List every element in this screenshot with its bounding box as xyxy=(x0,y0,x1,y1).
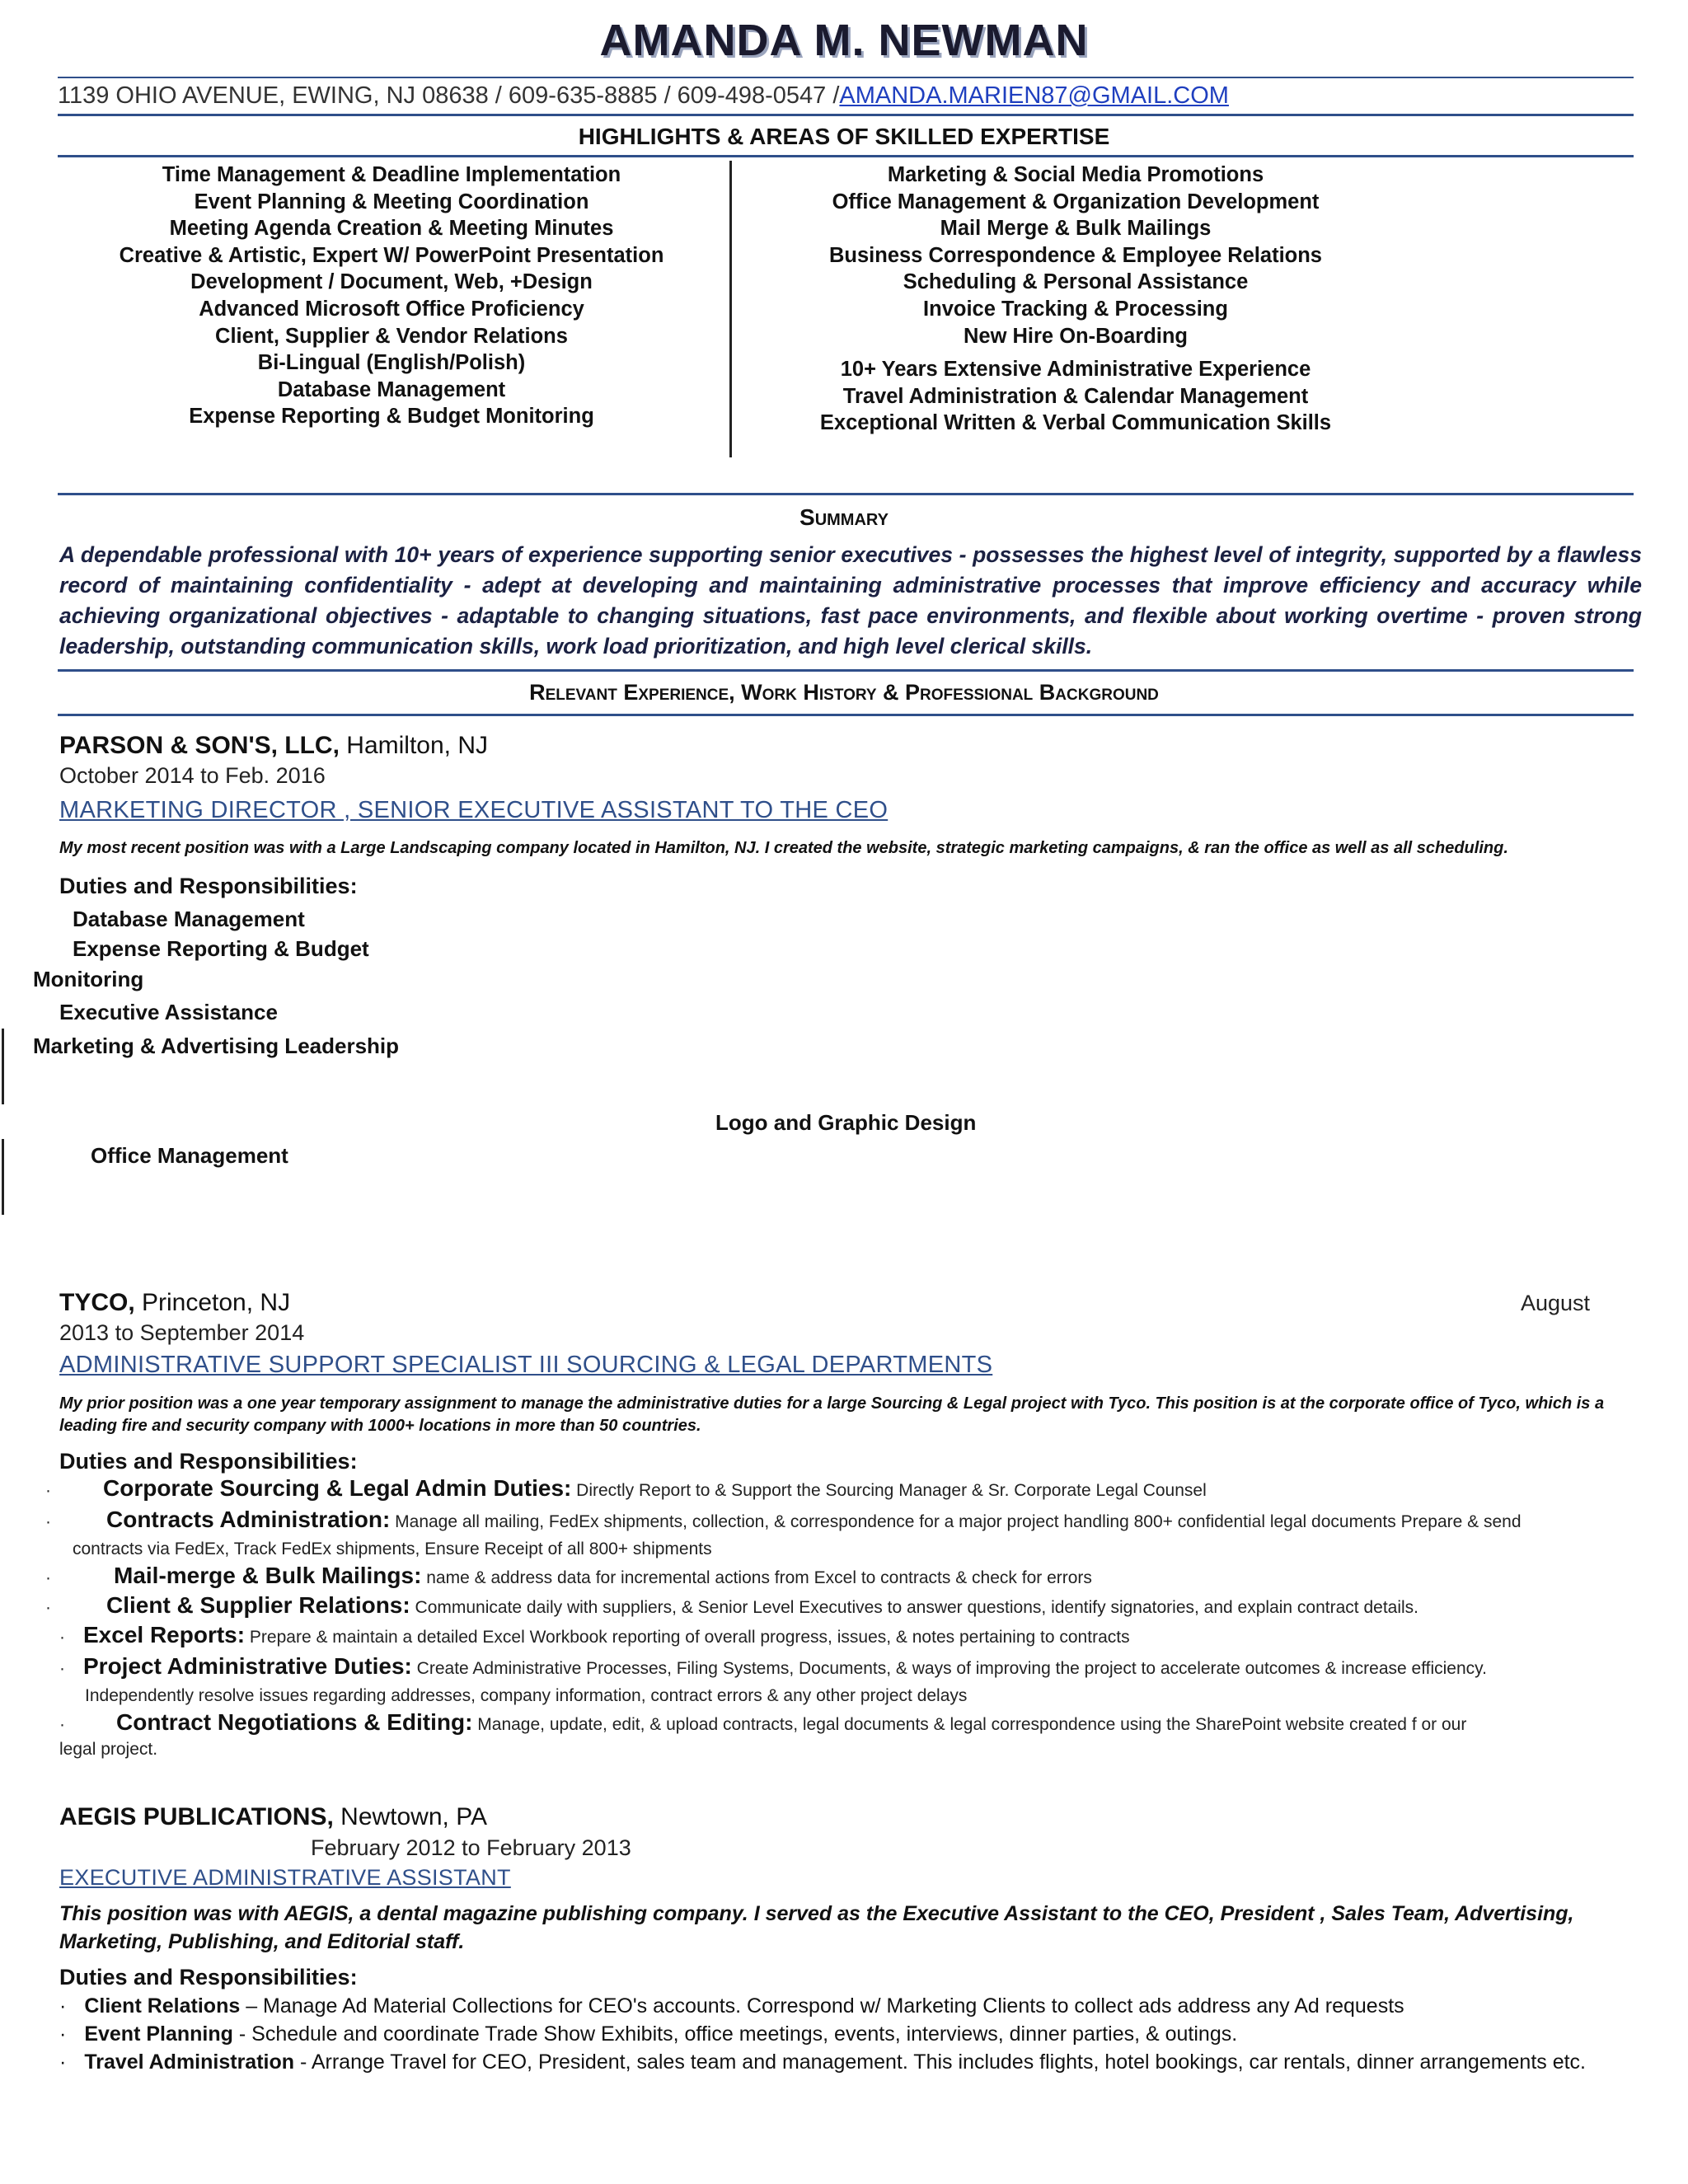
bullet-label: Client & Supplier Relations: xyxy=(106,1592,410,1618)
bullet-label: Excel Reports: xyxy=(83,1622,246,1647)
bullet-text: Prepare & maintain a detailed Excel Workbook reporting of overall progress, issues, & notes pertaining to contracts xyxy=(245,1628,1130,1647)
bullet-text: Directly Report to & Support the Sourcing Manager & Sr. Corporate Legal Counsel xyxy=(571,1481,1207,1500)
bullet-label: Project Administrative Duties: xyxy=(83,1653,412,1679)
job2-company-line xyxy=(59,1289,290,1317)
bullet-text: - Arrange Travel for CEO, President, sales team and management. This includes flights, hotel bookings, car rentals, dinner arrangements etc. xyxy=(294,2050,1587,2074)
bullet-label: Travel Administration xyxy=(84,2050,295,2074)
bullet-label: Contract Negotiations & Editing: xyxy=(116,1709,473,1735)
job2-dates: 2013 to September 2014 xyxy=(59,1320,305,1345)
header-divider xyxy=(58,77,1634,78)
bullet-marker: · xyxy=(59,1994,67,2018)
job2-dates-month: August xyxy=(1521,1291,1591,1315)
skill-item: Event Planning & Meeting Coordination xyxy=(194,190,589,213)
text-cursor-bar xyxy=(2,1139,4,1215)
job1-company-line xyxy=(59,732,488,760)
skill-item: Development / Document, Web, +Design xyxy=(190,270,593,294)
job2-bullet-continuation: Independently resolve issues regarding addresses, company information, contract errors & any other project delays xyxy=(85,1686,968,1705)
skill-item: Bi-Lingual (English/Polish) xyxy=(257,351,526,375)
job2-bullet xyxy=(45,1594,1418,1619)
bullet-marker: · xyxy=(59,1659,65,1678)
job2-title: ADMINISTRATIVE SUPPORT SPECIALIST III SOURCING & LEGAL DEPARTMENTS xyxy=(59,1352,993,1378)
contact-info: 1139 OHIO AVENUE, EWING, NJ 08638 / 609-635-8885 / 609-498-0547 / xyxy=(58,82,840,109)
job3-company-line xyxy=(59,1803,487,1831)
job1-duty: Monitoring xyxy=(33,967,144,991)
skill-item: Meeting Agenda Creation & Meeting Minutes xyxy=(169,217,614,241)
experience-divider-bottom xyxy=(58,714,1634,716)
job2-bullet xyxy=(59,1624,1130,1649)
skill-item: Client, Supplier & Vendor Relations xyxy=(215,324,568,348)
job2-bullet xyxy=(45,1564,1092,1590)
bullet-label: Corporate Sourcing & Legal Admin Duties: xyxy=(103,1475,572,1501)
contact-divider xyxy=(58,114,1634,116)
bullet-marker: · xyxy=(59,2050,67,2074)
job1-location: Hamilton, NJ xyxy=(339,732,488,759)
skill-item: Advanced Microsoft Office Proficiency xyxy=(199,297,584,321)
bullet-marker: · xyxy=(59,1628,65,1647)
skill-item: New Hire On-Boarding xyxy=(963,324,1189,348)
job1-title: MARKETING DIRECTOR , SENIOR EXECUTIVE ASSISTANT TO THE CEO xyxy=(59,797,889,823)
job2-description: My prior position was a one year temporary assignment to manage the administrative duties for a large Sourcing & Legal project with Tyco. This position is at the corporate office of Tyco, which is a leading fire and security company with 1000+ locations in more than 50 countries. xyxy=(59,1394,1605,1435)
skill-item: Database Management xyxy=(277,377,506,401)
bullet-text: Manage, update, edit, & upload contracts, legal documents & legal correspondence using the SharePoint website created f or our xyxy=(472,1715,1467,1734)
job2-company: TYCO, xyxy=(59,1289,135,1316)
skill-item: Expense Reporting & Budget Monitoring xyxy=(189,405,594,429)
bullet-text: - Schedule and coordinate Trade Show Exhibits, office meetings, events, interviews, dinner parties, & outings. xyxy=(232,2022,1238,2046)
job1-description: My most recent position was with a Large Landscaping company located in Hamilton, NJ. I created the website, strategic marketing campaigns, & ran the office as well as all scheduling. xyxy=(59,839,1508,857)
skill-item: Business Correspondence & Employee Relations xyxy=(828,243,1322,267)
job3-description: This position was with AEGIS, a dental magazine publishing company. I served as the Executive Assistant to the CEO, President , Sales Team, Advertising, Marketing, Publishing, and Editorial staff. xyxy=(59,1902,1574,1953)
experience-title: Relevant Experience, Work History & Professional Background xyxy=(529,680,1159,705)
job2-bullet xyxy=(59,1655,1642,1680)
job2-bullet-continuation: legal project. xyxy=(59,1740,158,1759)
skill-item: 10+ Years Extensive Administrative Experience xyxy=(840,358,1311,382)
resume-name: AMANDA M. NEWMAN xyxy=(599,16,1089,65)
job3-bullet xyxy=(59,1993,1404,2020)
bullet-marker: · xyxy=(45,1598,51,1617)
summary-title: Summary xyxy=(799,504,889,530)
bullet-marker: · xyxy=(59,2022,67,2046)
job3-company: AEGIS PUBLICATIONS, xyxy=(59,1803,334,1830)
job1-duty: Executive Assistance xyxy=(59,1000,278,1024)
highlights-title: HIGHLIGHTS & AREAS OF SKILLED EXPERTISE xyxy=(578,124,1110,149)
summary-text: A dependable professional with 10+ years of experience supporting senior executives - possesses the highest level of integrity, supported by a flawless record of maintaining confidentiality - adept at developing and maintaining administrative processes that improve efficiency and accuracy while achieving organizational objectives - adaptable to changing situations, fast pace environments, and flexible about working overtime - proven strong leadership, outstanding communication skills, work load prioritization, and high level clerical skills. xyxy=(59,542,1642,658)
job3-bullet xyxy=(59,2021,1237,2048)
job1-duty: Database Management xyxy=(73,907,305,931)
job2-bullet xyxy=(45,1477,1207,1502)
skill-item: Invoice Tracking & Processing xyxy=(923,297,1228,321)
job1-duty: Marketing & Advertising Leadership xyxy=(33,1033,400,1058)
skills-right-column xyxy=(746,162,1405,437)
job1-duty: Office Management xyxy=(91,1143,288,1168)
skill-item: Creative & Artistic, Expert W/ PowerPoint Presentation xyxy=(119,243,664,267)
job3-dates: February 2012 to February 2013 xyxy=(311,1835,631,1860)
job3-title: EXECUTIVE ADMINISTRATIVE ASSISTANT xyxy=(59,1865,511,1890)
bullet-label: Contracts Administration: xyxy=(106,1507,391,1532)
text-cursor-bar xyxy=(2,1029,4,1104)
skill-item: Scheduling & Personal Assistance xyxy=(903,270,1249,294)
bullet-label: Client Relations xyxy=(84,1994,241,2018)
job2-location: Princeton, NJ xyxy=(134,1289,291,1316)
job1-duty: Expense Reporting & Budget xyxy=(73,936,369,961)
skill-item: Travel Administration & Calendar Management xyxy=(842,384,1309,408)
job1-duty: Logo and Graphic Design xyxy=(715,1110,977,1135)
bullet-label: Mail-merge & Bulk Mailings: xyxy=(114,1563,422,1588)
job2-bullet xyxy=(59,1711,1642,1736)
skill-item: Mail Merge & Bulk Mailings xyxy=(940,217,1212,241)
skills-left-column xyxy=(66,162,717,430)
job3-location: Newtown, PA xyxy=(333,1803,487,1830)
bullet-marker: · xyxy=(59,1715,65,1734)
highlights-divider xyxy=(58,155,1634,157)
job2-bullet-continuation: contracts via FedEx, Track FedEx shipments, Ensure Receipt of all 800+ shipments xyxy=(73,1540,712,1558)
bullet-text: Communicate daily with suppliers, & Senior Level Executives to answer questions, identify signatories, and explain contract details. xyxy=(410,1598,1418,1617)
skills-column-divider xyxy=(729,161,732,457)
contact-line xyxy=(58,82,1229,110)
bullet-text: name & address data for incremental actions from Excel to contracts & check for errors xyxy=(421,1568,1092,1587)
skill-item: Office Management & Organization Development xyxy=(832,190,1320,213)
skill-item: Exceptional Written & Verbal Communication Skills xyxy=(819,411,1332,435)
bullet-marker: · xyxy=(45,1568,51,1587)
experience-divider-top xyxy=(58,669,1634,672)
bullet-marker: · xyxy=(45,1481,51,1500)
job3-bullet xyxy=(59,2049,1586,2076)
job3-duties-label: Duties and Responsibilities: xyxy=(59,1965,358,1990)
job2-duties-label: Duties and Responsibilities: xyxy=(59,1449,358,1474)
bullet-marker: · xyxy=(45,1512,51,1531)
bullet-text: – Manage Ad Material Collections for CEO's accounts. Correspond w/ Marketing Clients to collect ads address any Ad requests xyxy=(240,1994,1404,2018)
bullet-text: Create Administrative Processes, Filing Systems, Documents, & ways of improving the project to accelerate outcomes & increase efficiency. xyxy=(411,1659,1487,1678)
job1-company: PARSON & SON'S, LLC, xyxy=(59,732,340,759)
summary-divider-top xyxy=(58,493,1634,495)
job1-dates: October 2014 to Feb. 2016 xyxy=(59,763,326,788)
job1-duties-label: Duties and Responsibilities: xyxy=(59,874,358,898)
bullet-label: Event Planning xyxy=(84,2022,233,2046)
bullet-text: Manage all mailing, FedEx shipments, collection, & correspondence for a major project handling 800+ confidential legal documents Prepare & send xyxy=(390,1512,1522,1531)
skill-item: Marketing & Social Media Promotions xyxy=(887,163,1264,186)
job2-bullet xyxy=(45,1508,1640,1534)
skill-item: Time Management & Deadline Implementation xyxy=(162,163,621,186)
email-link[interactable]: AMANDA.MARIEN87@GMAIL.COM xyxy=(839,82,1229,109)
